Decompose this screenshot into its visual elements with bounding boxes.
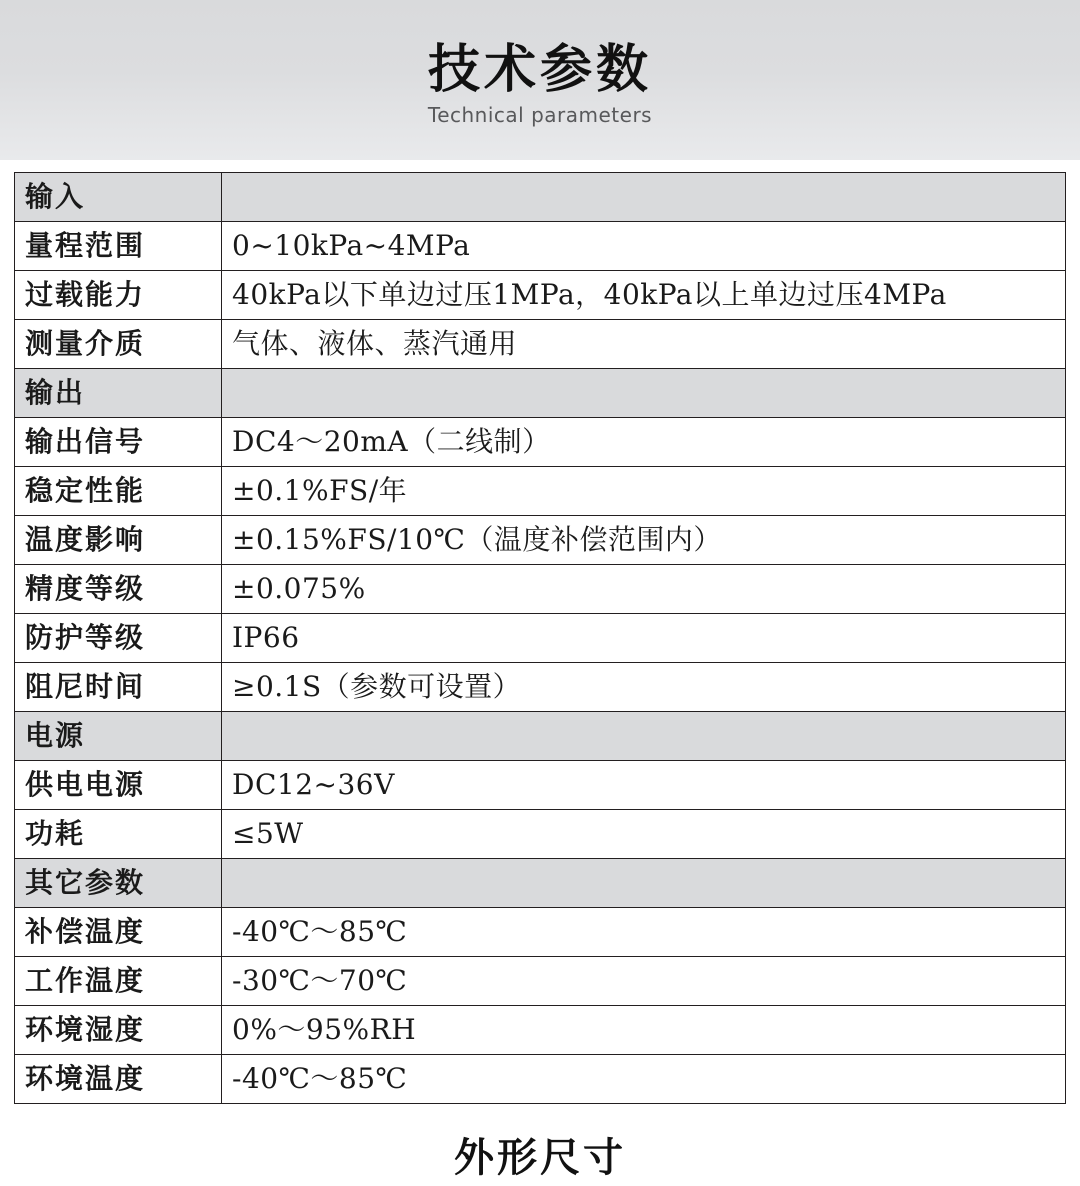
- table-row: [15, 565, 1066, 614]
- table-section-row: [15, 173, 1066, 222]
- spec-label: 稳定性能: [15, 467, 222, 516]
- spec-value: DC12~36V: [222, 761, 1066, 810]
- table-row: [15, 516, 1066, 565]
- spec-label: 电源: [15, 712, 222, 761]
- table-row: [15, 1006, 1066, 1055]
- spec-label: 输出: [15, 369, 222, 418]
- spec-label: 其它参数: [15, 859, 222, 908]
- table-row: [15, 663, 1066, 712]
- spec-value: 40kPa以下单边过压1MPa，40kPa以上单边过压4MPa: [222, 271, 1066, 320]
- table-section-row: [15, 859, 1066, 908]
- spec-label: 功耗: [15, 810, 222, 859]
- spec-value: 气体、液体、蒸汽通用: [222, 320, 1066, 369]
- dimensions-heading: 外形尺寸: [454, 1135, 626, 1181]
- spec-value: IP66: [222, 614, 1066, 663]
- spec-value: ≥0.1S（参数可设置）: [222, 663, 1066, 712]
- spec-label: 工作温度: [15, 957, 222, 1006]
- spec-label: 防护等级: [15, 614, 222, 663]
- spec-label: 输出信号: [15, 418, 222, 467]
- spec-label: 精度等级: [15, 565, 222, 614]
- spec-table-wrapper: [14, 172, 1066, 1104]
- spec-label: 环境湿度: [15, 1006, 222, 1055]
- spec-value: ±0.15%FS/10℃（温度补偿范围内）: [222, 516, 1066, 565]
- spec-label: 温度影响: [15, 516, 222, 565]
- spec-label: 补偿温度: [15, 908, 222, 957]
- spec-value: 0~10kPa~4MPa: [222, 222, 1066, 271]
- spec-value: -30℃～70℃: [222, 957, 1066, 1006]
- table-row: [15, 957, 1066, 1006]
- spec-value: DC4～20mA（二线制）: [222, 418, 1066, 467]
- page-title: 技术参数: [427, 39, 652, 100]
- spec-label: 过载能力: [15, 271, 222, 320]
- table-row: [15, 810, 1066, 859]
- spec-value: ≤5W: [222, 810, 1066, 859]
- table-row: [15, 908, 1066, 957]
- spec-value: [222, 369, 1066, 418]
- spec-value: -40℃～85℃: [222, 908, 1066, 957]
- spec-table-body: [15, 173, 1066, 1104]
- spec-value: -40℃～85℃: [222, 1055, 1066, 1104]
- table-row: [15, 467, 1066, 516]
- table-row: [15, 320, 1066, 369]
- spec-value: ±0.1%FS/年: [222, 467, 1066, 516]
- table-row: [15, 761, 1066, 810]
- table-row: [15, 418, 1066, 467]
- technical-parameters-table: [14, 172, 1066, 1104]
- table-row: [15, 222, 1066, 271]
- spec-value: [222, 173, 1066, 222]
- table-section-row: [15, 369, 1066, 418]
- spec-label: 环境温度: [15, 1055, 222, 1104]
- table-row: [15, 1055, 1066, 1104]
- spec-label: 阻尼时间: [15, 663, 222, 712]
- spec-label: 供电电源: [15, 761, 222, 810]
- page-subtitle: Technical parameters: [427, 103, 653, 128]
- page-header: [0, 0, 1080, 160]
- spec-value: 0%～95%RH: [222, 1006, 1066, 1055]
- spec-value: [222, 859, 1066, 908]
- spec-label: 量程范围: [15, 222, 222, 271]
- table-row: [15, 614, 1066, 663]
- spec-value: [222, 712, 1066, 761]
- table-row: [15, 271, 1066, 320]
- table-section-row: [15, 712, 1066, 761]
- spec-label: 测量介质: [15, 320, 222, 369]
- spec-value: ±0.075%: [222, 565, 1066, 614]
- spec-label: 输入: [15, 173, 222, 222]
